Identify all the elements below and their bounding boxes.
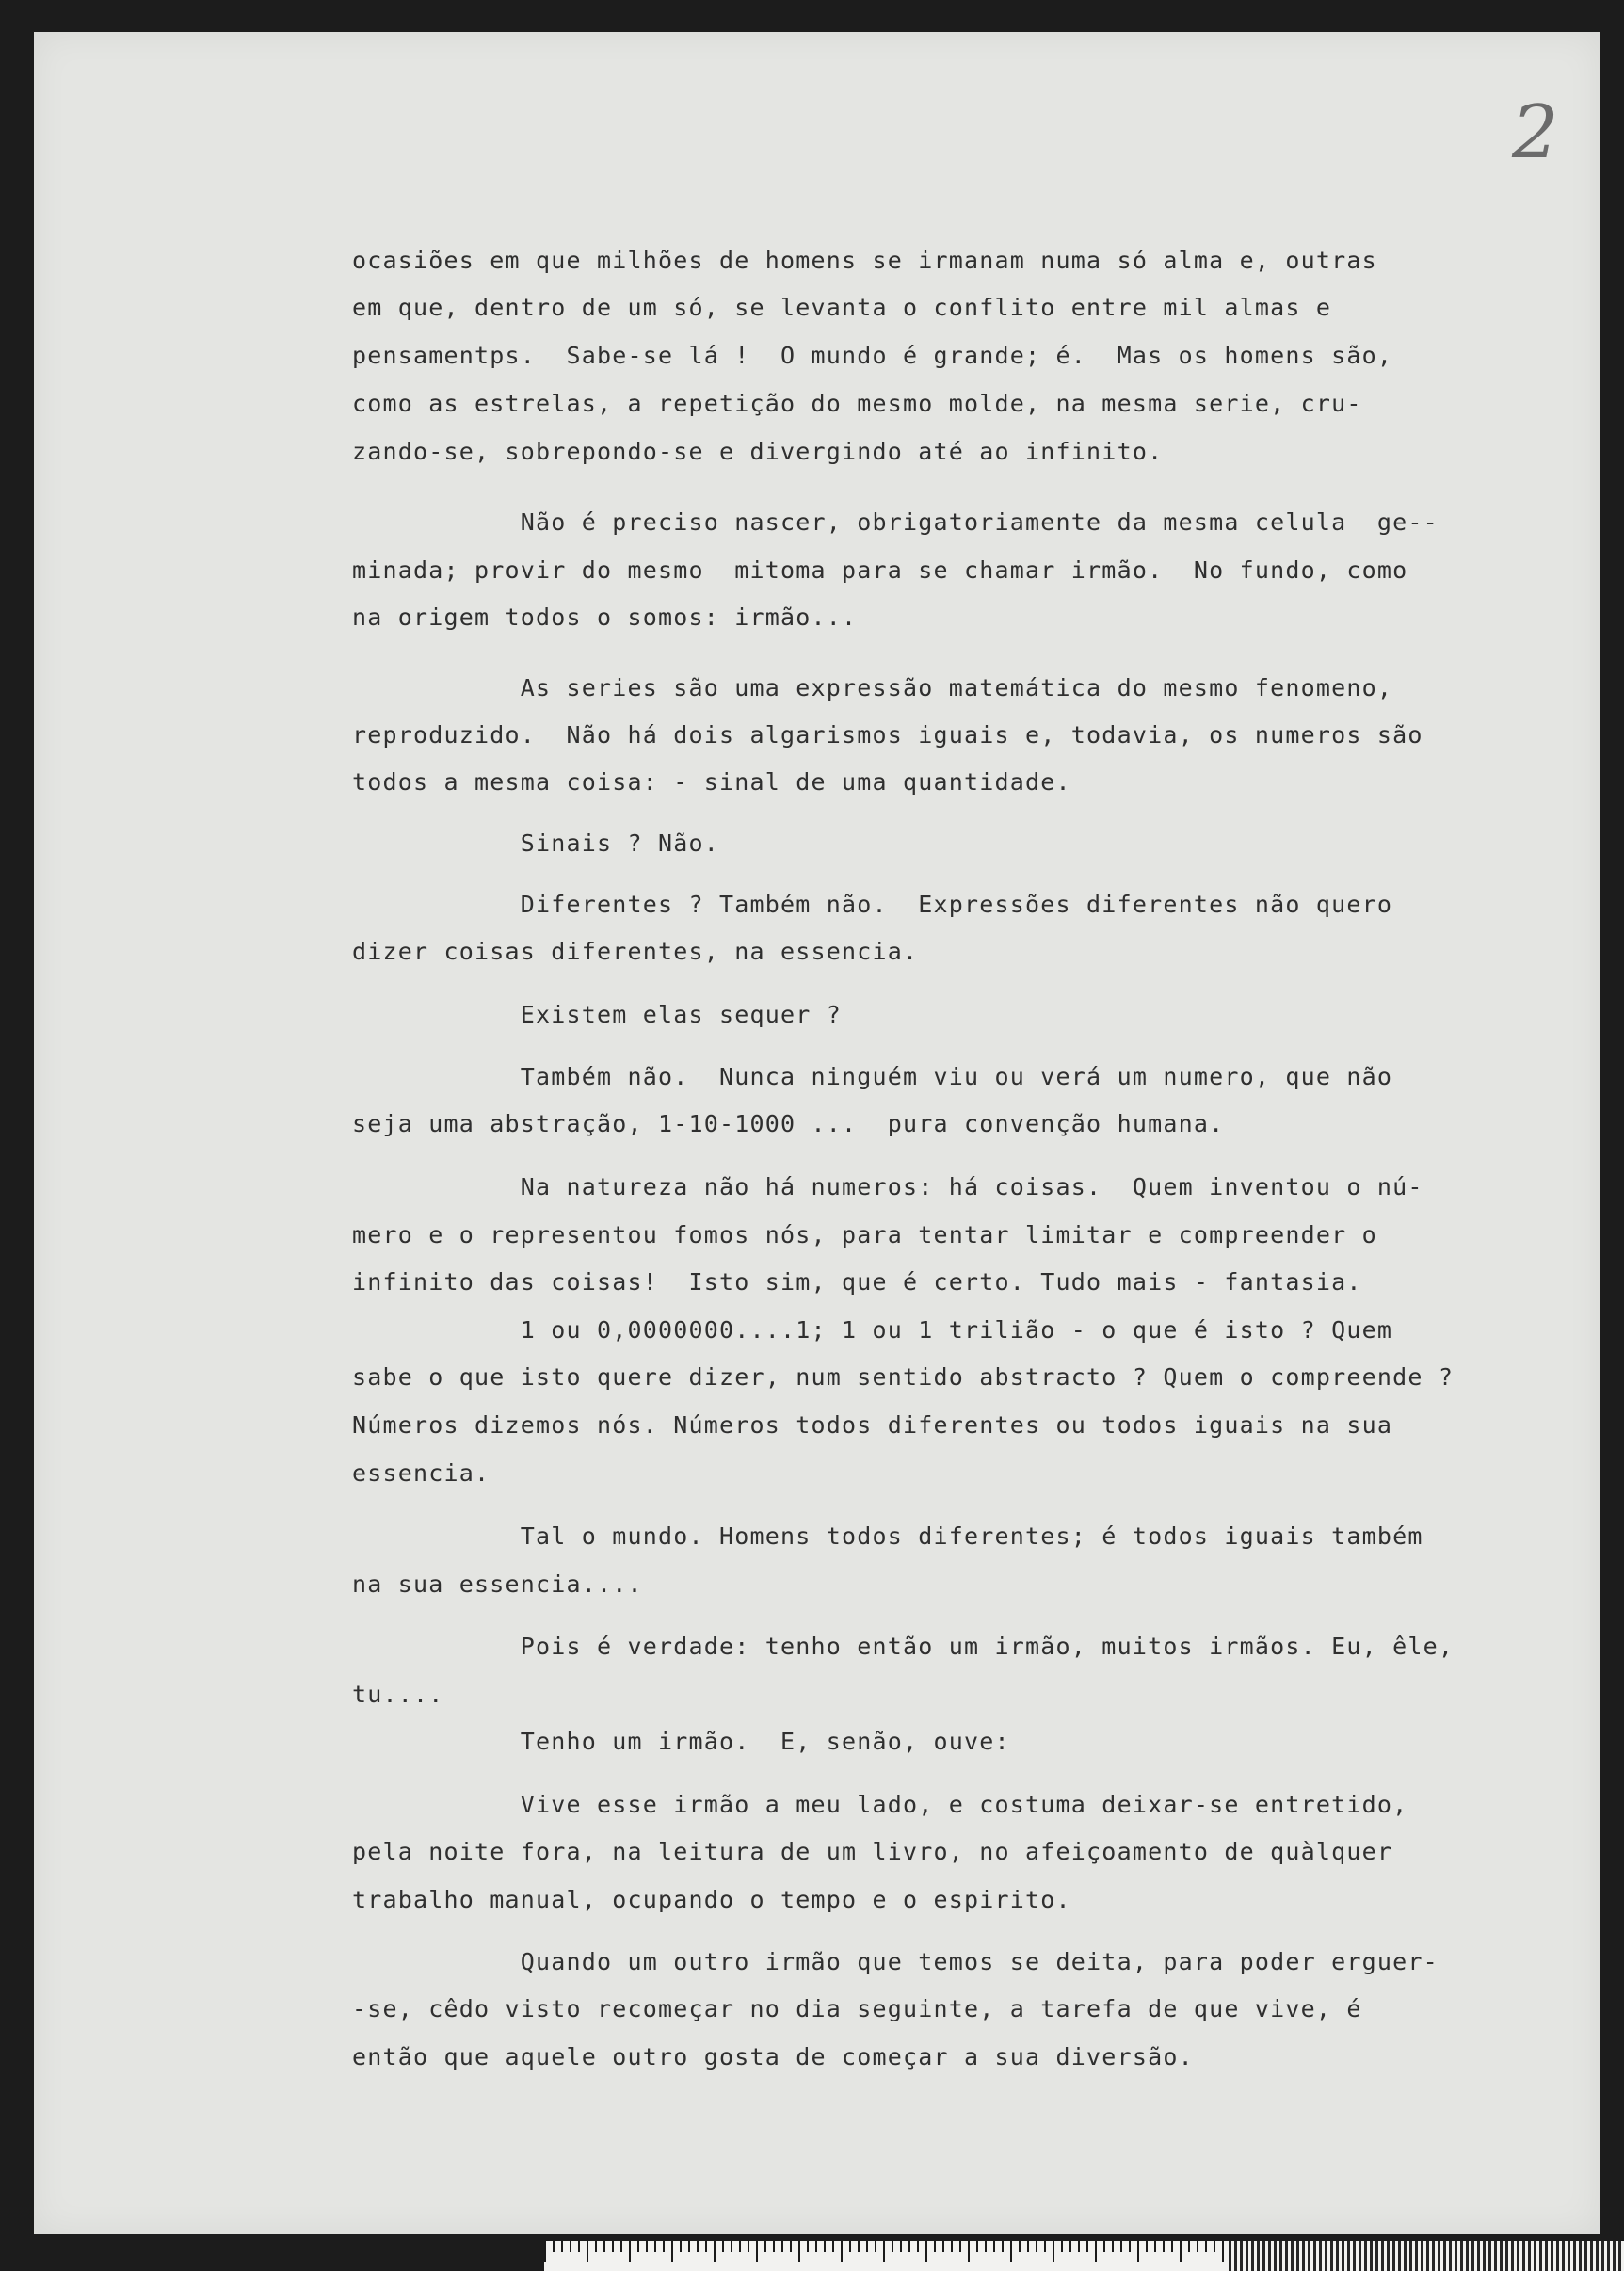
text-line: pensamentps. Sabe-se lá ! O mundo é grande; é. Mas os homens são, — [352, 342, 1393, 369]
text-line: Vive esse irmão a meu lado, e costuma deixar-se entretido, — [352, 1791, 1408, 1818]
text-line: infinito das coisas! Isto sim, que é certo. Tudo mais - fantasia. — [352, 1268, 1362, 1296]
text-line: Também não. Nunca ninguém viu ou verá um numero, que não — [352, 1063, 1393, 1090]
ruler-barcode-band — [1229, 2241, 1624, 2271]
document-page — [34, 32, 1600, 2234]
text-line: Não é preciso nascer, obrigatoriamente da mesma celula ge-- — [352, 508, 1439, 536]
text-line: Pois é verdade: tenho então um irmão, muitos irmãos. Eu, êle, — [352, 1633, 1455, 1660]
text-line: Números dizemos nós. Números todos diferentes ou todos iguais na sua — [352, 1411, 1393, 1439]
text-line: Tal o mundo. Homens todos diferentes; é todos iguais também — [352, 1522, 1423, 1550]
text-line: Existem elas sequer ? — [352, 1001, 843, 1028]
text-line: Sinais ? Não. — [352, 829, 720, 857]
text-line: na sua essencia.... — [352, 1570, 643, 1598]
text-line: ocasiões em que milhões de homens se irmanam numa só alma e, outras — [352, 247, 1377, 274]
text-line: na origem todos o somos: irmão... — [352, 604, 858, 631]
text-line: 1 ou 0,0000000....1; 1 ou 1 trilião - o que é isto ? Quem — [352, 1316, 1393, 1344]
text-line: mero e o representou fomos nós, para tentar limitar e compreender o — [352, 1221, 1377, 1248]
text-line: pela noite fora, na leitura de um livro, no afeiçoamento de quàlquer — [352, 1838, 1393, 1865]
text-line: todos a mesma coisa: - sinal de uma quantidade. — [352, 768, 1071, 796]
text-line: sabe o que isto quere dizer, num sentido abstracto ? Quem o compreende ? — [352, 1363, 1455, 1391]
text-line: como as estrelas, a repetição do mesmo molde, na mesma serie, cru- — [352, 390, 1362, 417]
text-line: essencia. — [352, 1459, 490, 1487]
text-line: em que, dentro de um só, se levanta o conflito entre mil almas e — [352, 294, 1332, 321]
text-line: então que aquele outro gosta de começar a sua diversão. — [352, 2043, 1194, 2070]
text-line: As series são uma expressão matemática do mesmo fenomeno, — [352, 674, 1393, 701]
text-line: seja uma abstração, 1-10-1000 ... pura convenção humana. — [352, 1110, 1225, 1137]
text-line: -se, cêdo visto recomeçar no dia seguinte, a tarefa de que vive, é — [352, 1995, 1362, 2022]
text-line: zando-se, sobrepondo-se e divergindo até ao infinito. — [352, 438, 1164, 465]
scale-ruler — [544, 2241, 1624, 2271]
text-line: dizer coisas diferentes, na essencia. — [352, 938, 919, 965]
text-line: Diferentes ? Também não. Expressões diferentes não quero — [352, 891, 1393, 918]
text-line: minada; provir do mesmo mitoma para se chamar irmão. No fundo, como — [352, 556, 1408, 584]
text-line: Tenho um irmão. E, senão, ouve: — [352, 1728, 1010, 1755]
text-line: Quando um outro irmão que temos se deita, para poder erguer- — [352, 1948, 1439, 1975]
text-line: Na natureza não há numeros: há coisas. Quem inventou o nú- — [352, 1173, 1423, 1200]
text-line: trabalho manual, ocupando o tempo e o espirito. — [352, 1886, 1071, 1913]
text-line: reproduzido. Não há dois algarismos iguais e, todavia, os numeros são — [352, 721, 1423, 749]
text-line: tu.... — [352, 1681, 444, 1708]
page-number: 2 — [1512, 90, 1559, 175]
